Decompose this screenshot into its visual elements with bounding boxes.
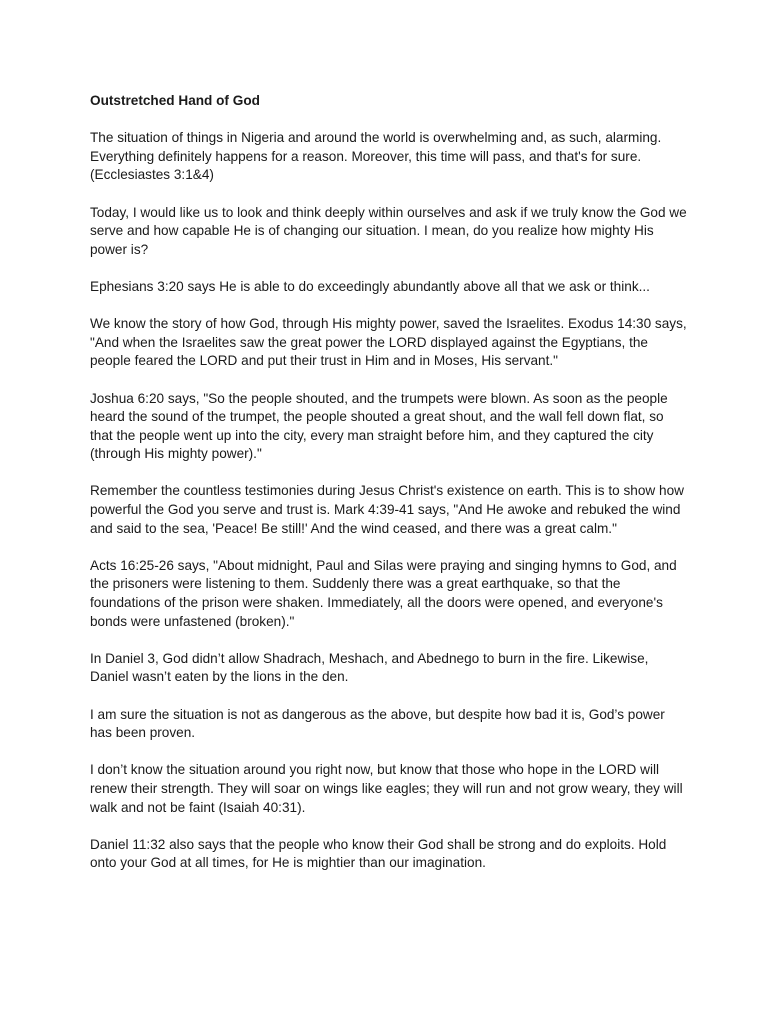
paragraph-1: The situation of things in Nigeria and around the world is overwhelming and, as such, alarming. Everything definitely happens for a reason. Moreover, this time will pass, and that's for sure. (Ecclesiastes 3:1&4) <box>90 130 662 183</box>
paragraph-9: I am sure the situation is not as dangerous as the above, but despite how bad it is, God’s power has been proven. <box>90 706 665 741</box>
paragraph-3: Ephesians 3:20 says He is able to do exceedingly abundantly above all that we ask or think... <box>90 278 650 294</box>
document-title: Outstretched Hand of God <box>90 93 260 108</box>
paragraph-10: I don’t know the situation around you right now, but know that those who hope in the LORD will renew their strength. They will soar on wings like eagles; they will run and not grow weary, they will walk and not be faint (Isaiah 40:31). <box>90 762 683 815</box>
paragraph-2: Today, I would like us to look and think deeply within ourselves and ask if we truly know the God we serve and how capable He is of changing our situation. I mean, do you realize how mighty His power is? <box>90 204 687 257</box>
paragraph-5: Joshua 6:20 says, "So the people shouted, and the trumpets were blown. As soon as the people heard the sound of the trumpet, the people shouted a great shout, and the wall fell down flat, so that the people went up into the city, every man straight before him, and they captured the city (through His mighty power)." <box>90 390 668 462</box>
paragraph-11: Daniel 11:32 also says that the people who know their God shall be strong and do exploits. Hold onto your God at all times, for He is mightier than our imagination. <box>90 836 667 871</box>
document-body <box>90 92 690 892</box>
paragraph-8: In Daniel 3, God didn’t allow Shadrach, Meshach, and Abednego to burn in the fire. Likewise, Daniel wasn’t eaten by the lions in the den. <box>90 650 649 685</box>
paragraph-4: We know the story of how God, through His mighty power, saved the Israelites. Exodus 14:30 says, "And when the Israelites saw the great power the LORD displayed against the Egyptians, the people feared the LORD and put their trust in Him and in Moses, His servant." <box>90 316 687 369</box>
paragraph-7: Acts 16:25-26 says, "About midnight, Paul and Silas were praying and singing hymns to God, and the prisoners were listening to them. Suddenly there was a great earthquake, so that the foundations of the prison were shaken. Immediately, all the doors were opened, and everyone's bonds were unfastened (broken)." <box>90 557 677 629</box>
paragraph-6: Remember the countless testimonies during Jesus Christ's existence on earth. This is to show how powerful the God you serve and trust is. Mark 4:39-41 says, "And He awoke and rebuked the wind and said to the sea, 'Peace! Be still!' And the wind ceased, and there was a great calm." <box>90 483 684 536</box>
